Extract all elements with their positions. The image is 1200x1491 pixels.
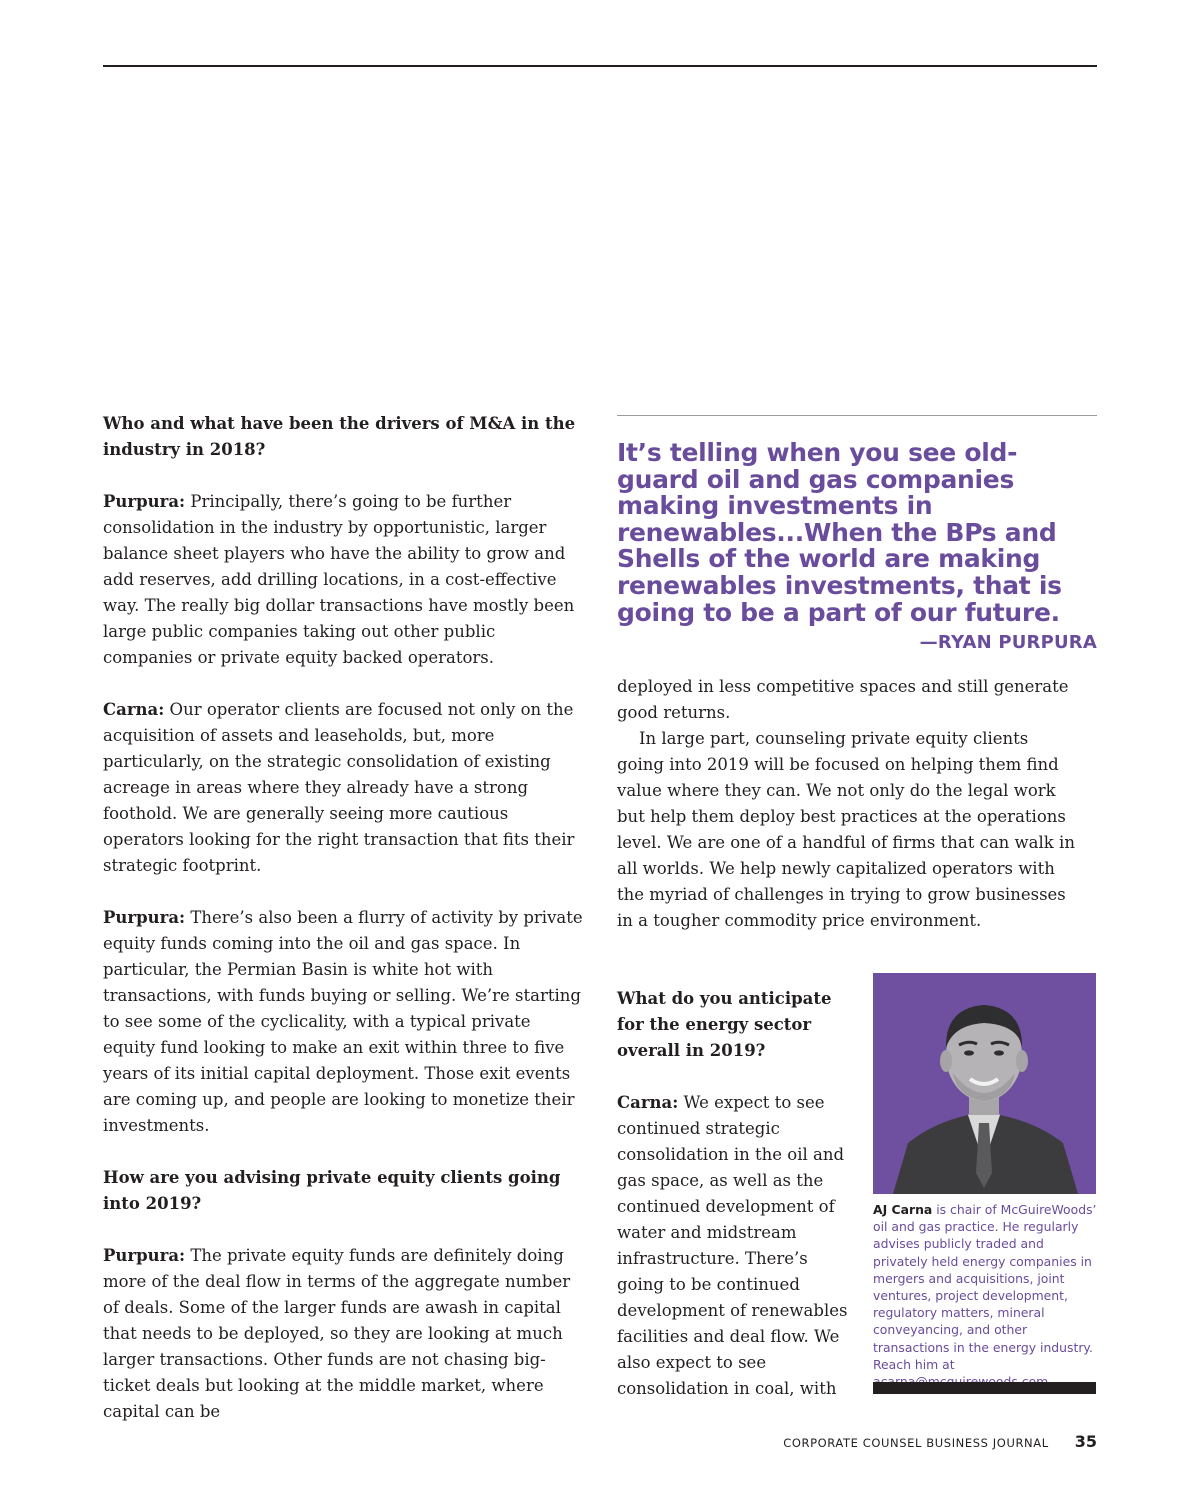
answer-purpura-3 [103,1243,585,1425]
speaker-label: Carna: [617,1093,679,1112]
speaker-label: Purpura: [103,492,186,511]
portrait-illustration [873,973,1096,1194]
top-rule [103,65,1097,67]
question-drivers: Who and what have been the drivers of M&A in the industry in 2018? [103,414,576,459]
right-column-upper [617,674,1097,934]
author-photo [873,973,1096,1194]
answer-carna-2 [617,1090,849,1402]
answer-purpura-2 [103,905,585,1139]
paragraph-counseling: In large part, counseling private equity clients going into 2019 will be focused on helping them find value where they can. We not only do the legal work but help them deploy best practices at the operations level. We are one of a handful of firms that can walk in all worlds. We help newly capitalized operators with the myriad of challenges in trying to grow businesses in a tougher commodity price environment. [617,729,1075,930]
page-footer [783,1432,1097,1451]
question-advising: How are you advising private equity clients going into 2019? [103,1168,561,1213]
pull-quote-attribution: —RYAN PURPURA [919,632,1097,653]
bio-rule [873,1382,1096,1394]
bio-name: AJ Carna [873,1202,933,1217]
speaker-label: Purpura: [103,1246,186,1265]
answer-text: Our operator clients are focused not only on the acquisition of assets and leaseholds, but, more particularly, on the strategic consolidation of existing acreage in areas where they already have a strong foothold. We are generally seeing more cautious operators looking for the right transaction that fits their strategic footprint. [103,700,575,875]
left-column [103,411,585,1425]
speaker-label: Carna: [103,700,165,719]
answer-carna-1 [103,697,585,879]
pull-quote: It’s telling when you see old-guard oil and gas companies making investments in renewables...When the BPs and Shells of the world are making renewables investments, that is going to be a part of our future. [617,438,1062,627]
question-energy-sector: What do you anticipate for the energy sector overall in 2019? [617,989,832,1060]
answer-text: We expect to see continued strategic consolidation in the oil and gas space, as well as the continued development of water and midstream infrastructure. There’s going to be continued development of renewables facilities and deal flow. We also expect to see consolidation in coal, with [617,1093,848,1398]
right-column-lower [617,986,857,1402]
answer-text: Principally, there’s going to be further consolidation in the industry by opportunistic, larger balance sheet players who have the ability to grow and add reserves, add drilling locations, in a cost-effective way. The really big dollar transactions have mostly been large public companies taking out other public companies or private equity backed operators. [103,492,575,667]
answer-text: There’s also been a flurry of activity by private equity funds coming into the oil and gas space. In particular, the Permian Basin is white hot with transactions, with funds buying or selling. We’re starting to see some of the cyclicality, with a typical private equity fund looking to make an exit within three to five years of its initial capital deployment. Those exit events are coming up, and people are looking to monetize their investments. [103,908,583,1135]
bio-text: is chair of McGuireWoods’ oil and gas practice. He regularly advises publicly traded and privately held energy companies in mergers and acquisitions, joint ventures, project development, regulatory matters, mineral conveyancing, and other transactions in the energy industry. Reach him at [873,1202,1097,1372]
answer-purpura-1 [103,489,585,671]
author-bio [873,1201,1099,1390]
answer-text: The private equity funds are definitely doing more of the deal flow in terms of the aggregate number of deals. Some of the larger funds are awash in capital that needs to be deployed, so they are looking at much larger transactions. Other funds are not chasing big-ticket deals but looking at the middle market, where capital can be [103,1246,571,1421]
page-number: 35 [1074,1432,1097,1451]
pull-quote-rule [617,415,1097,416]
publication-name: CORPORATE COUNSEL BUSINESS JOURNAL [783,1436,1049,1450]
speaker-label: Purpura: [103,908,186,927]
continued-text: deployed in less competitive spaces and still generate good returns. [617,677,1069,722]
